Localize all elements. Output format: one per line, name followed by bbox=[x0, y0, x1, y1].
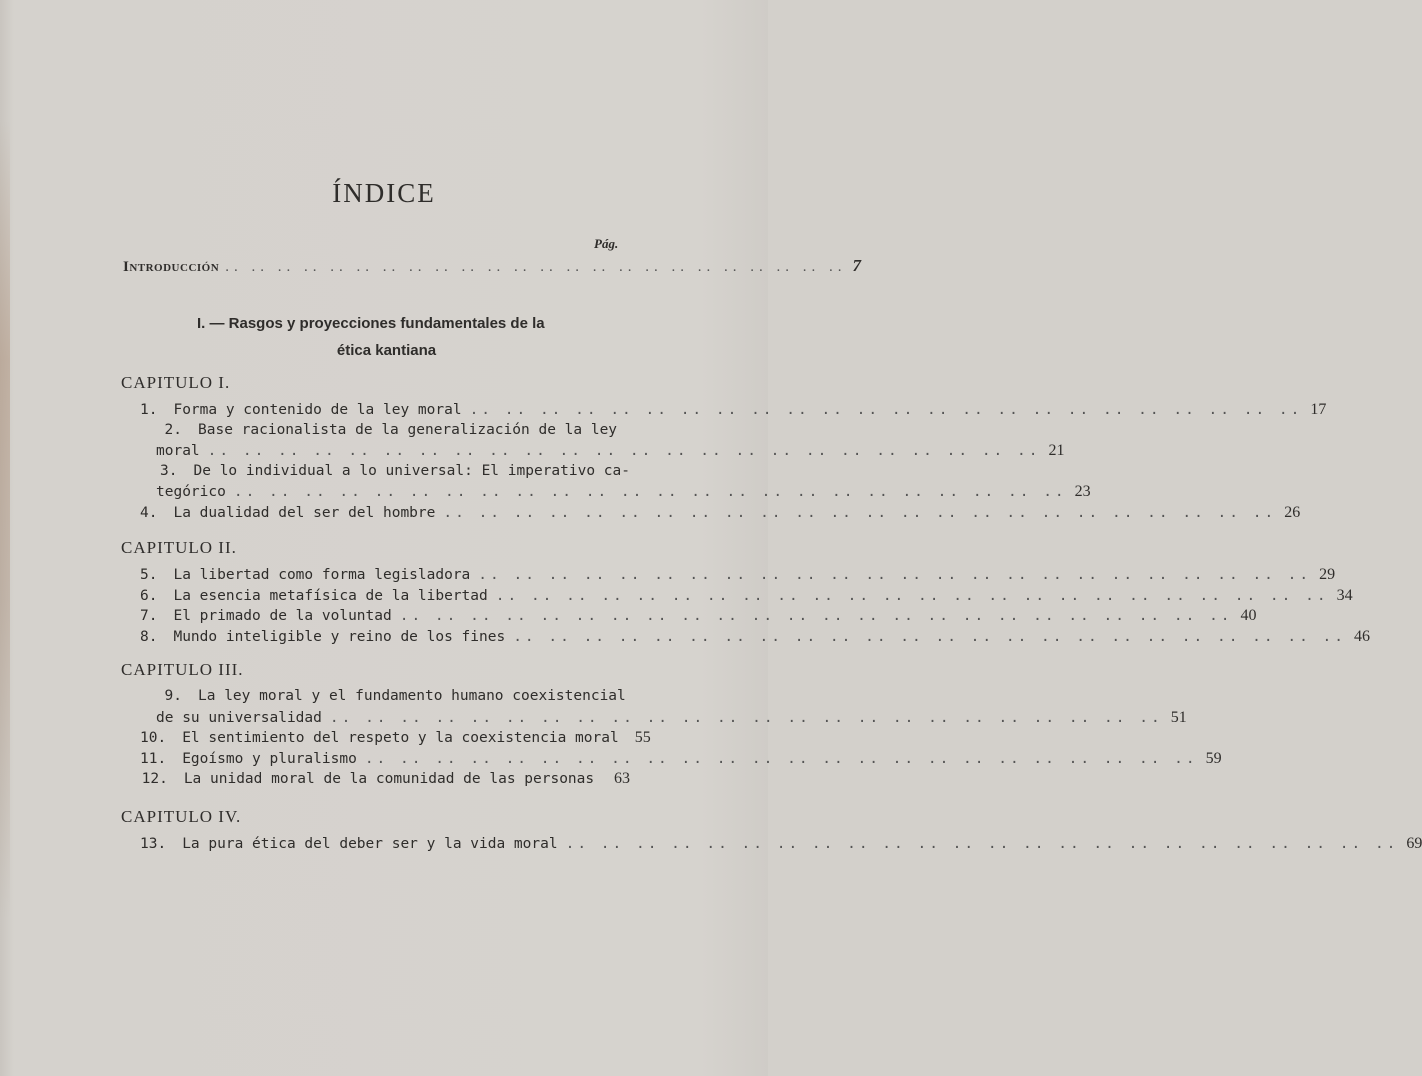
entry-title: La esencia metafísica de la libertad bbox=[173, 587, 488, 604]
entry-number: 5. bbox=[140, 567, 158, 583]
entry-page-number: 34 bbox=[1336, 586, 1353, 604]
entry-number: 12. bbox=[141, 771, 168, 787]
entry-number: 1. bbox=[140, 402, 158, 418]
chapter-heading: CAPITULO II. bbox=[121, 538, 237, 557]
toc-entry-line bbox=[140, 749, 1222, 771]
page-column-header: Pág. bbox=[594, 236, 619, 251]
entry-title: De lo individual a lo universal: El imperativo ca- bbox=[193, 462, 630, 479]
toc-entry-line bbox=[140, 607, 1257, 628]
dot-leader: .. .. .. .. .. .. .. .. .. .. .. .. .. .. .. .. .. .. .. .. .. .. .. .. bbox=[207, 443, 1041, 459]
entry-page-number: 59 bbox=[1205, 749, 1222, 767]
toc-entry-line bbox=[140, 566, 1336, 587]
entry-page-number: 46 bbox=[1354, 627, 1371, 645]
entry-page-number: 26 bbox=[1284, 503, 1301, 521]
introduction-label: Introducción bbox=[123, 259, 220, 275]
entry-title: Egoísmo y pluralismo bbox=[182, 750, 357, 767]
dot-leader: .. .. .. .. .. .. .. .. .. .. .. .. .. .. .. .. .. .. .. .. .. .. .. .. bbox=[513, 628, 1347, 645]
entry-number: 3. bbox=[160, 462, 178, 479]
part-heading bbox=[170, 310, 598, 364]
entry-title: La unidad moral de la comunidad de las personas bbox=[183, 771, 595, 787]
toc-entry-line bbox=[140, 627, 1371, 649]
page-title: ÍNDICE bbox=[332, 178, 436, 208]
entry-number: 10. bbox=[140, 730, 167, 746]
entry-title: El primado de la voluntad bbox=[173, 608, 392, 624]
entry-number: 9. bbox=[164, 688, 182, 704]
dot-leader: .. .. .. .. .. .. .. .. .. .. .. .. .. .. .. .. .. .. .. .. .. .. .. .. bbox=[565, 836, 1399, 852]
dot-leader: .. .. .. .. .. .. .. .. .. .. .. .. .. .. .. .. .. .. .. .. .. .. .. .. bbox=[364, 750, 1198, 767]
dot-leader: .. .. .. .. .. .. .. .. .. .. .. .. .. .. .. .. .. .. .. .. .. .. .. .. bbox=[495, 587, 1329, 604]
toc-entry-line bbox=[140, 835, 1422, 856]
chapter-heading: CAPITULO I. bbox=[121, 373, 231, 392]
entry-number: 6. bbox=[140, 587, 158, 604]
dot-leader: .. .. .. .. .. .. .. .. .. .. .. .. .. .. .. .. .. .. .. .. .. .. .. .. bbox=[443, 504, 1277, 521]
chapter-heading: CAPITULO III. bbox=[121, 660, 244, 679]
toc-entry-line bbox=[140, 442, 1065, 463]
entry-title: La libertad como forma legisladora bbox=[173, 567, 471, 583]
entry-title: Mundo inteligible y reino de los fines bbox=[173, 628, 506, 645]
introduction-entry bbox=[123, 256, 861, 276]
entry-number: 2. bbox=[164, 421, 182, 438]
entry-title: Base racionalista de la generalización de la ley bbox=[198, 421, 618, 438]
entry-number: 7. bbox=[140, 608, 158, 624]
part-heading-line-1: I. — Rasgos y proyecciones fundamentales de la bbox=[197, 315, 545, 332]
toc-entry-line bbox=[140, 708, 1187, 730]
introduction-page: 7 bbox=[852, 256, 861, 275]
entry-number: 8. bbox=[140, 628, 158, 645]
entry-title: tegórico bbox=[156, 484, 226, 500]
entry-title: moral bbox=[156, 443, 200, 459]
toc-entry-line bbox=[140, 770, 630, 791]
entry-page-number: 21 bbox=[1048, 442, 1065, 459]
part-heading-line-2: ética kantiana bbox=[336, 342, 437, 359]
dot-leader: .. .. .. .. .. .. .. .. .. .. .. .. .. .. .. .. .. .. .. .. .. .. .. .. bbox=[233, 484, 1067, 500]
entry-title: La pura ética del deber ser y la vida moral bbox=[182, 836, 558, 852]
entry-page-number: 51 bbox=[1170, 708, 1187, 726]
toc-entry-line bbox=[140, 463, 630, 484]
chapter-entries bbox=[140, 688, 1222, 791]
entry-number: 11. bbox=[140, 750, 167, 767]
toc-entry-line bbox=[140, 729, 651, 750]
dot-leader: .. .. .. .. .. .. .. .. .. .. .. .. .. .. .. .. .. .. .. .. .. .. .. .. bbox=[399, 608, 1233, 624]
dot-leader: .. .. .. .. .. .. .. .. .. .. .. .. .. .. .. .. .. .. .. .. .. .. .. .. bbox=[469, 402, 1303, 418]
entry-title: La dualidad del ser del hombre bbox=[173, 504, 436, 521]
toc-entry-line bbox=[140, 503, 1301, 525]
toc-entry-line bbox=[140, 483, 1091, 504]
entry-number: 13. bbox=[140, 836, 167, 852]
toc-entry-line bbox=[140, 688, 630, 709]
entry-page-number: 40 bbox=[1240, 607, 1257, 624]
entry-title: de su universalidad bbox=[156, 709, 322, 726]
toc-entry-line bbox=[140, 422, 630, 443]
dot-leader: .. .. .. .. .. .. .. .. .. .. .. .. .. .. .. .. .. .. .. .. .. .. .. .. bbox=[329, 709, 1163, 726]
toc-entry-line bbox=[140, 401, 1327, 422]
entry-page-number: 29 bbox=[1319, 566, 1336, 583]
page-edge-stain bbox=[0, 120, 10, 920]
dot-leader: .. .. .. .. .. .. .. .. .. .. .. .. .. .. .. .. .. .. .. .. .. .. .. .. bbox=[225, 259, 847, 275]
chapter-heading: CAPITULO IV. bbox=[121, 807, 242, 826]
dot-leader: .. .. .. .. .. .. .. .. .. .. .. .. .. .. .. .. .. .. .. .. .. .. .. .. bbox=[478, 567, 1312, 583]
entry-number: 4. bbox=[140, 504, 158, 521]
entry-title: El sentimiento del respeto y la coexistencia moral bbox=[182, 730, 619, 746]
chapter-entries bbox=[140, 835, 1422, 856]
entry-page-number: 63 bbox=[614, 770, 630, 787]
entry-title: Forma y contenido de la ley moral bbox=[173, 402, 462, 418]
entry-page-number: 17 bbox=[1310, 401, 1327, 418]
chapter-entries bbox=[140, 566, 1371, 648]
chapter-entries bbox=[140, 401, 1327, 524]
entry-page-number: 55 bbox=[634, 729, 651, 746]
entry-title: La ley moral y el fundamento humano coexistencial bbox=[198, 688, 626, 704]
toc-entry-line bbox=[140, 586, 1353, 608]
entry-page-number: 23 bbox=[1074, 483, 1091, 500]
entry-page-number: 69 bbox=[1406, 835, 1422, 852]
